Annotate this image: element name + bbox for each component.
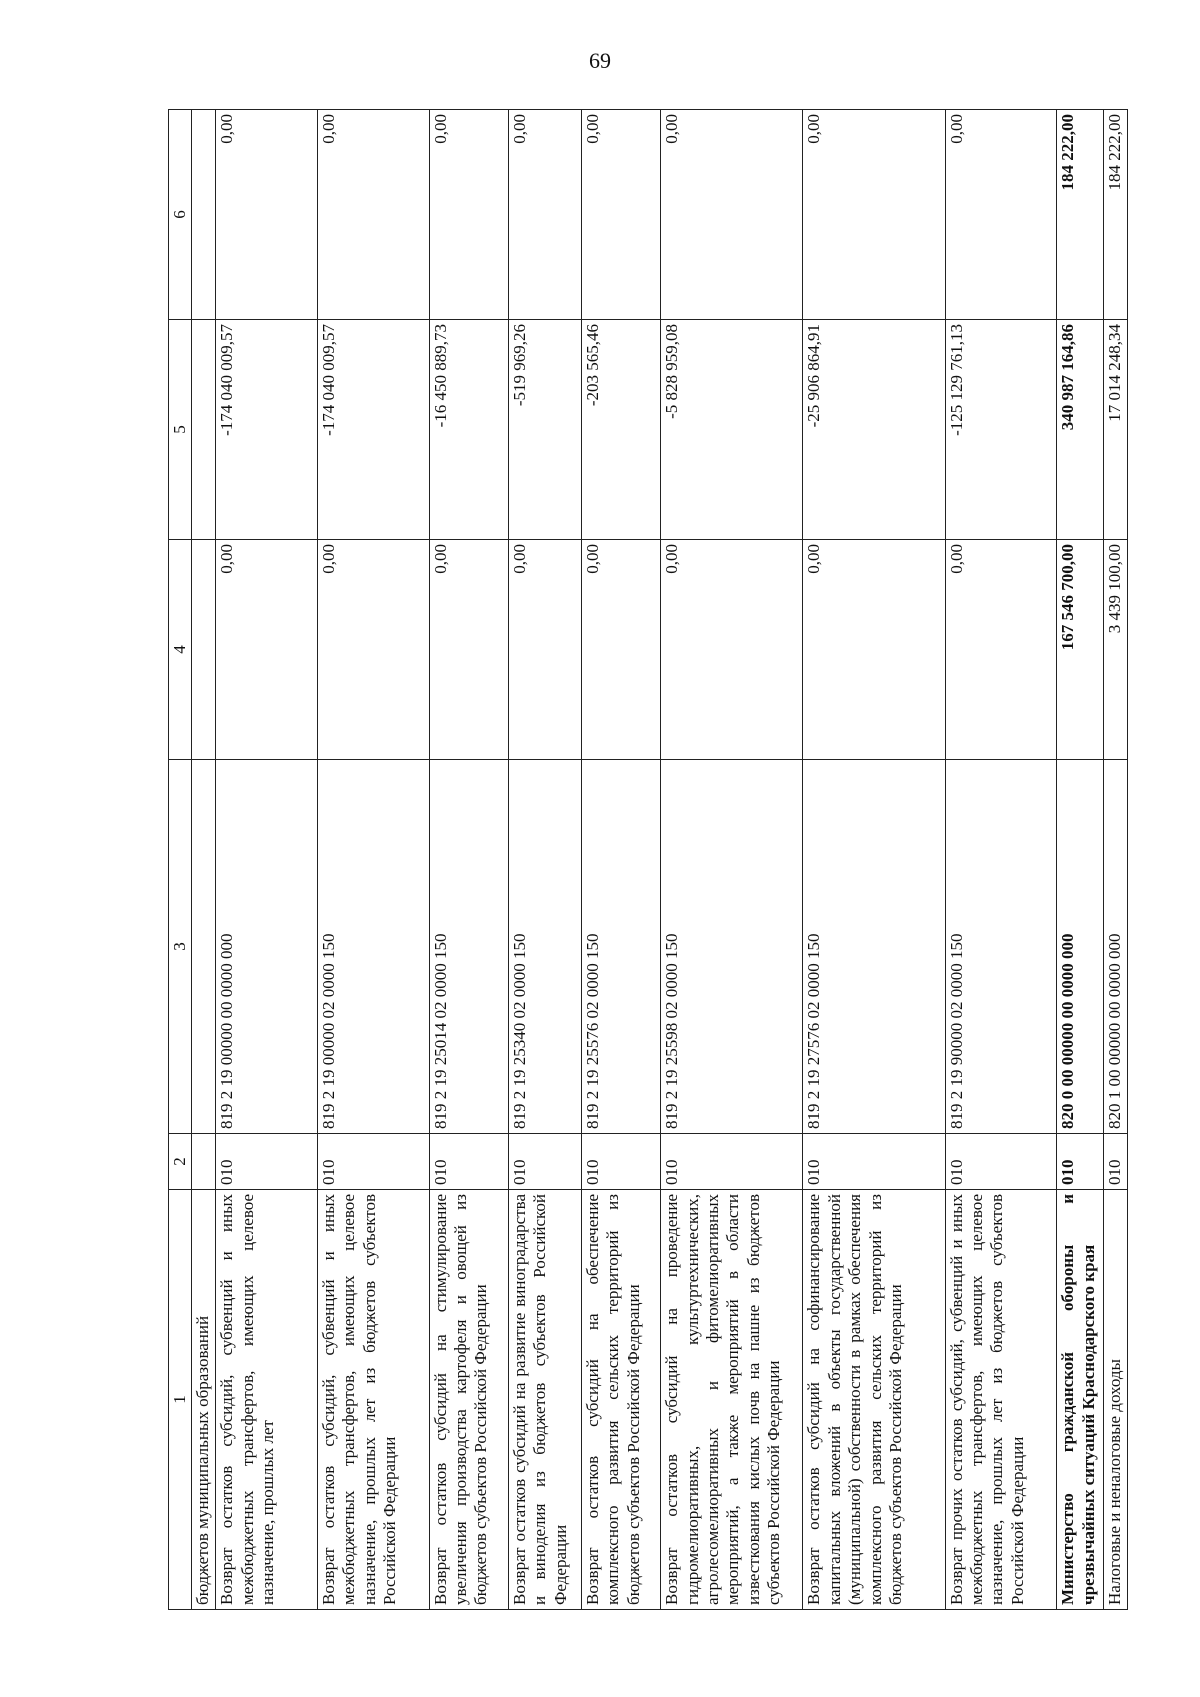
row-budget-code: 819 2 19 25340 02 0000 150 xyxy=(508,760,581,1134)
row-value-col6: 0,00 xyxy=(508,110,581,320)
table-row xyxy=(508,110,581,1610)
row-budget-code: 819 2 19 25014 02 0000 150 xyxy=(429,760,508,1134)
table-row xyxy=(192,110,216,1610)
row-value-col4: 0,00 xyxy=(216,540,318,760)
table-row xyxy=(1104,110,1128,1610)
top-row-continuation-cell xyxy=(192,110,216,288)
header-col-2: 2 xyxy=(169,1134,192,1190)
row-value-col4: 0,00 xyxy=(803,540,945,760)
row-description: Возврат остатков субсидий на развитие виноградарства и виноделия из бюджетов субъектов Российской Федерации xyxy=(508,1190,581,1610)
table-row xyxy=(945,110,1057,1610)
row-budget-code: 819 2 19 27576 02 0000 150 xyxy=(803,760,945,1134)
table-row xyxy=(803,110,945,1610)
row-value-col5: 17 014 248,34 xyxy=(1104,320,1128,540)
row-line-code: 010 xyxy=(803,1134,945,1190)
row-value-col6: 0,00 xyxy=(317,110,429,320)
row-line-code: 010 xyxy=(945,1134,1057,1190)
row-line-code: 010 xyxy=(508,1134,581,1190)
row-line-code: 010 xyxy=(429,1134,508,1190)
table-row xyxy=(661,110,803,1610)
row-value-col4: 0,00 xyxy=(317,540,429,760)
row-value-col6: 184 222,00 xyxy=(1104,110,1128,320)
row-budget-code: 819 2 19 00000 00 0000 000 xyxy=(216,760,318,1134)
row-value-col5: -25 906 864,91 xyxy=(803,320,945,540)
row-value-col5: -174 040 009,57 xyxy=(216,320,318,540)
table-row xyxy=(317,110,429,1610)
page-number: 69 xyxy=(589,48,611,73)
row-value-col5: -125 129 761,13 xyxy=(945,320,1057,540)
row-value-col6: 0,00 xyxy=(581,110,660,320)
row-description: Возврат остатков субсидий, субвенций и иных межбюджетных трансфертов, имеющих целевое назначение, прошлых лет из бюджетов субъектов Российской Федерации xyxy=(317,1190,429,1610)
row-description: Возврат остатков субсидий на проведение гидромелиоративных, культуртехнических, агролесомелиоративных и фитомелиоративных мероприятий, а также мероприятий в области известкования кислых почв на пашне из бюджетов субъектов Российской Федерации xyxy=(661,1190,803,1610)
table-row xyxy=(1057,110,1104,1610)
header-col-4: 4 xyxy=(169,540,192,760)
row-value-col4: 0,00 xyxy=(661,540,803,760)
row-line-code: 010 xyxy=(1057,1134,1104,1190)
top-row-continuation-cell xyxy=(192,320,216,540)
row-line-code: 010 xyxy=(1104,1134,1128,1190)
row-value-col4: 3 439 100,00 xyxy=(1104,540,1128,760)
row-line-code: 010 xyxy=(661,1134,803,1190)
row-value-col6: 0,00 xyxy=(429,110,508,320)
top-row-continuation-cell xyxy=(192,540,216,760)
table-row xyxy=(429,110,508,1610)
row-value-col5: -5 828 959,08 xyxy=(661,320,803,540)
row-line-code: 010 xyxy=(216,1134,318,1190)
row-value-col6: 0,00 xyxy=(945,110,1057,320)
row-budget-code: 819 2 19 25576 02 0000 150 xyxy=(581,760,660,1134)
rotated-table-container xyxy=(168,110,1128,1610)
row-value-col4: 0,00 xyxy=(945,540,1057,760)
row-value-col5: -174 040 009,57 xyxy=(317,320,429,540)
row-value-col6: 0,00 xyxy=(661,110,803,320)
row-description: Возврат остатков субсидий на софинансирование капитальных вложений в объекты государственной (муниципальной) собственности в рамках обеспечения комплексного развития сельских территорий из бюджетов субъектов Российской Федерации xyxy=(803,1190,945,1610)
row-value-col6: 0,00 xyxy=(803,110,945,320)
row-line-code: 010 xyxy=(581,1134,660,1190)
row-value-col5: -203 565,46 xyxy=(581,320,660,540)
row-line-code: 010 xyxy=(317,1134,429,1190)
table-row xyxy=(216,110,318,1610)
row-value-col4: 0,00 xyxy=(508,540,581,760)
row-value-col5: -519 969,26 xyxy=(508,320,581,540)
row-description: Налоговые и неналоговые доходы xyxy=(1104,1190,1128,1610)
row-budget-code: 819 2 19 25598 02 0000 150 xyxy=(661,760,803,1134)
row-value-col4: 0,00 xyxy=(429,540,508,760)
row-description: Возврат прочих остатков субсидий, субвенций и иных межбюджетных трансфертов, имеющих целевое назначение, прошлых лет из бюджетов субъектов Российской Федерации xyxy=(945,1190,1057,1610)
header-row xyxy=(169,110,192,1610)
top-row-continuation-cell xyxy=(192,1134,216,1190)
header-col-1: 1 xyxy=(169,1190,192,1610)
top-row-continuation-cell xyxy=(192,760,216,1134)
header-col-6: 6 xyxy=(169,110,192,320)
row-value-col6: 0,00 xyxy=(216,110,318,320)
row-value-col4: 167 546 700,00 xyxy=(1057,540,1104,760)
top-row-continuation-cell xyxy=(192,288,216,320)
table-row xyxy=(581,110,660,1610)
row-value-col5: 340 987 164,86 xyxy=(1057,320,1104,540)
header-col-5: 5 xyxy=(169,320,192,540)
row-description: Возврат остатков субсидий на обеспечение комплексного развития сельских территорий из бюджетов субъектов Российской Федерации xyxy=(581,1190,660,1610)
row-description: Министерство гражданской обороны и чрезвычайных ситуаций Краснодарского края xyxy=(1057,1190,1104,1610)
row-budget-code: 820 1 00 00000 00 0000 000 xyxy=(1104,760,1128,1134)
budget-table xyxy=(168,109,1128,1610)
top-row-description: бюджетов муниципальных образований xyxy=(192,1190,216,1610)
row-budget-code: 820 0 00 00000 00 0000 000 xyxy=(1057,760,1104,1134)
row-budget-code: 819 2 19 00000 02 0000 150 xyxy=(317,760,429,1134)
row-value-col5: -16 450 889,73 xyxy=(429,320,508,540)
row-budget-code: 819 2 19 90000 02 0000 150 xyxy=(945,760,1057,1134)
header-col-3: 3 xyxy=(169,760,192,1134)
row-value-col4: 0,00 xyxy=(581,540,660,760)
row-description: Возврат остатков субсидий, субвенций и иных межбюджетных трансфертов, имеющих целевое назначение, прошлых лет xyxy=(216,1190,318,1610)
row-value-col6: 184 222,00 xyxy=(1057,110,1104,320)
row-description: Возврат остатков субсидий на стимулирование увеличения производства картофеля и овощей из бюджетов субъектов Российской Федерации xyxy=(429,1190,508,1610)
